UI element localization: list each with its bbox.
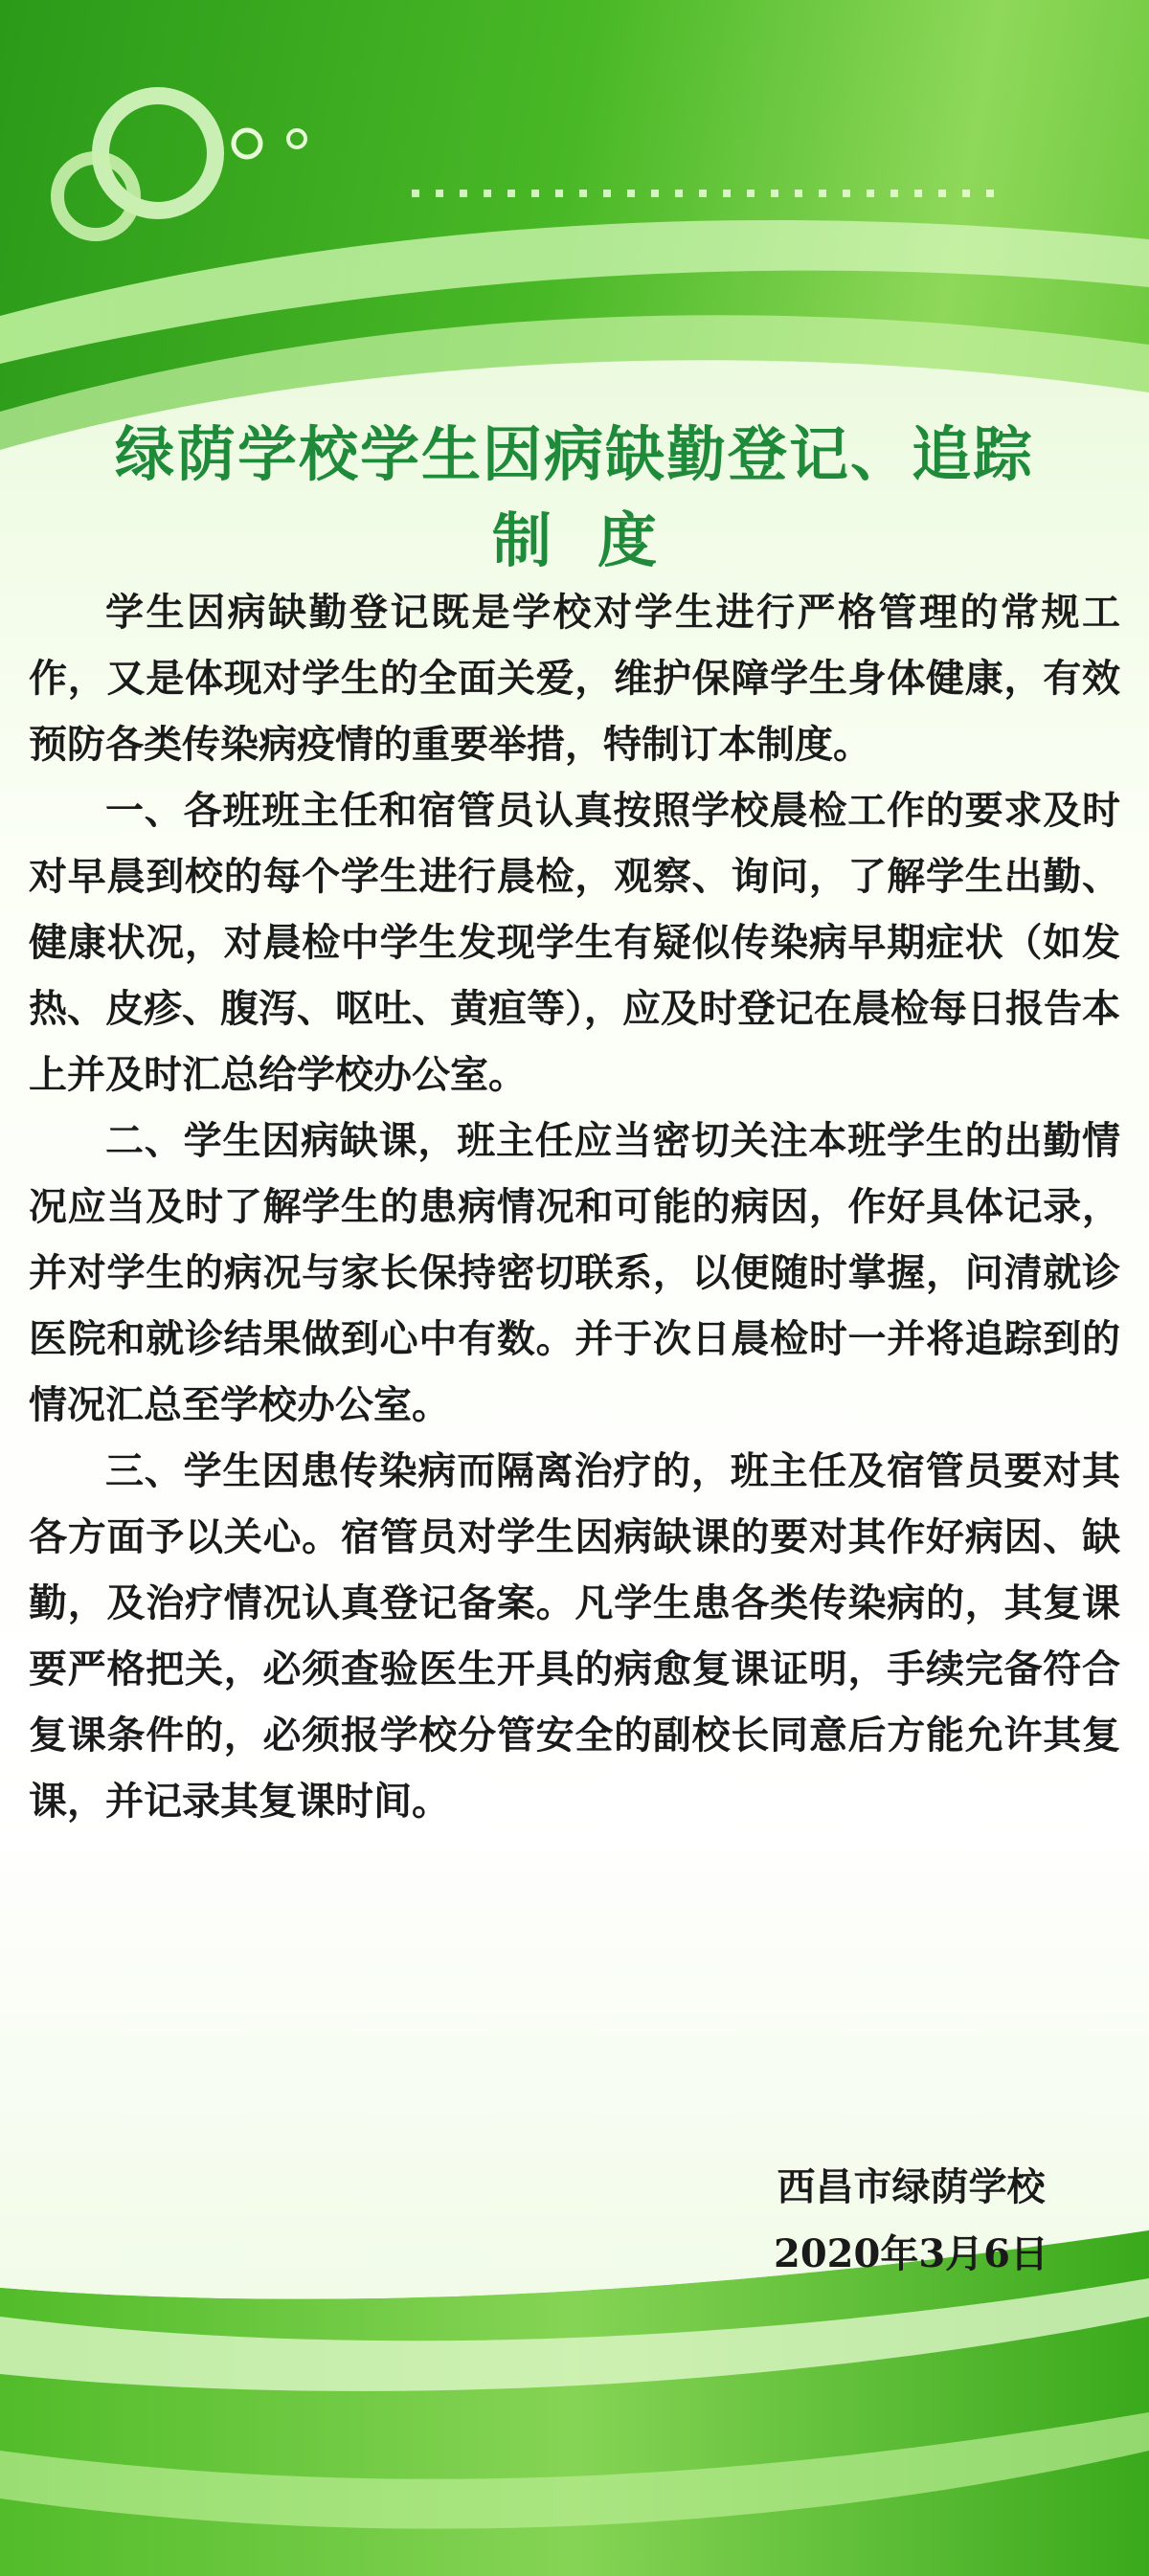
paragraph-rule-2: 二、学生因病缺课，班主任应当密切关注本班学生的出勤情况应当及时了解学生的患病情况和可能的病因，作好具体记录，并对学生的病况与家长保持密切联系，以便随时掌握，问清就诊医院和就诊结果做到心中有数。并于次日晨检时一并将追踪到的情况汇总至学校办公室。 <box>29 1118 1120 1427</box>
title-line-2: 制度 <box>491 505 703 575</box>
document-body <box>29 579 1120 1834</box>
paragraph-intro: 学生因病缺勤登记既是学校对学生进行严格管理的常规工作，又是体现对学生的全面关爱，维护保障学生身体健康，有效预防各类传染病疫情的重要举措，特制订本制度。 <box>29 590 1120 767</box>
signature-block <box>774 2154 1048 2288</box>
signature-organization: 西昌市绿荫学校 <box>777 2164 1046 2209</box>
paragraph-rule-1: 一、各班班主任和宿管员认真按照学校晨检工作的要求及时对早晨到校的每个学生进行晨检，观察、询问，了解学生出勤、健康状况，对晨检中学生发现学生有疑似传染病早期症状（如发热、皮疹、腹泻、呕吐、黄疸等），应及时登记在晨检每日报告本上并及时汇总给学校办公室。 <box>29 788 1120 1097</box>
title-line-1: 绿荫学校学生因病缺勤登记、追踪 <box>114 419 1034 489</box>
paragraph-rule-3: 三、学生因患传染病而隔离治疗的，班主任及宿管员要对其各方面予以关心。宿管员对学生因病缺课的要对其作好病因、缺勤，及治疗情况认真登记备案。凡学生患各类传染病的，其复课要严格把关，必须查验医生开具的病愈复课证明，手续完备符合复课条件的，必须报学校分管安全的副校长同意后方能允许其复课，并记录其复课时间。 <box>29 1448 1120 1824</box>
signature-date: 2020年3月6日 <box>774 2231 1048 2276</box>
page-title <box>57 412 1092 584</box>
